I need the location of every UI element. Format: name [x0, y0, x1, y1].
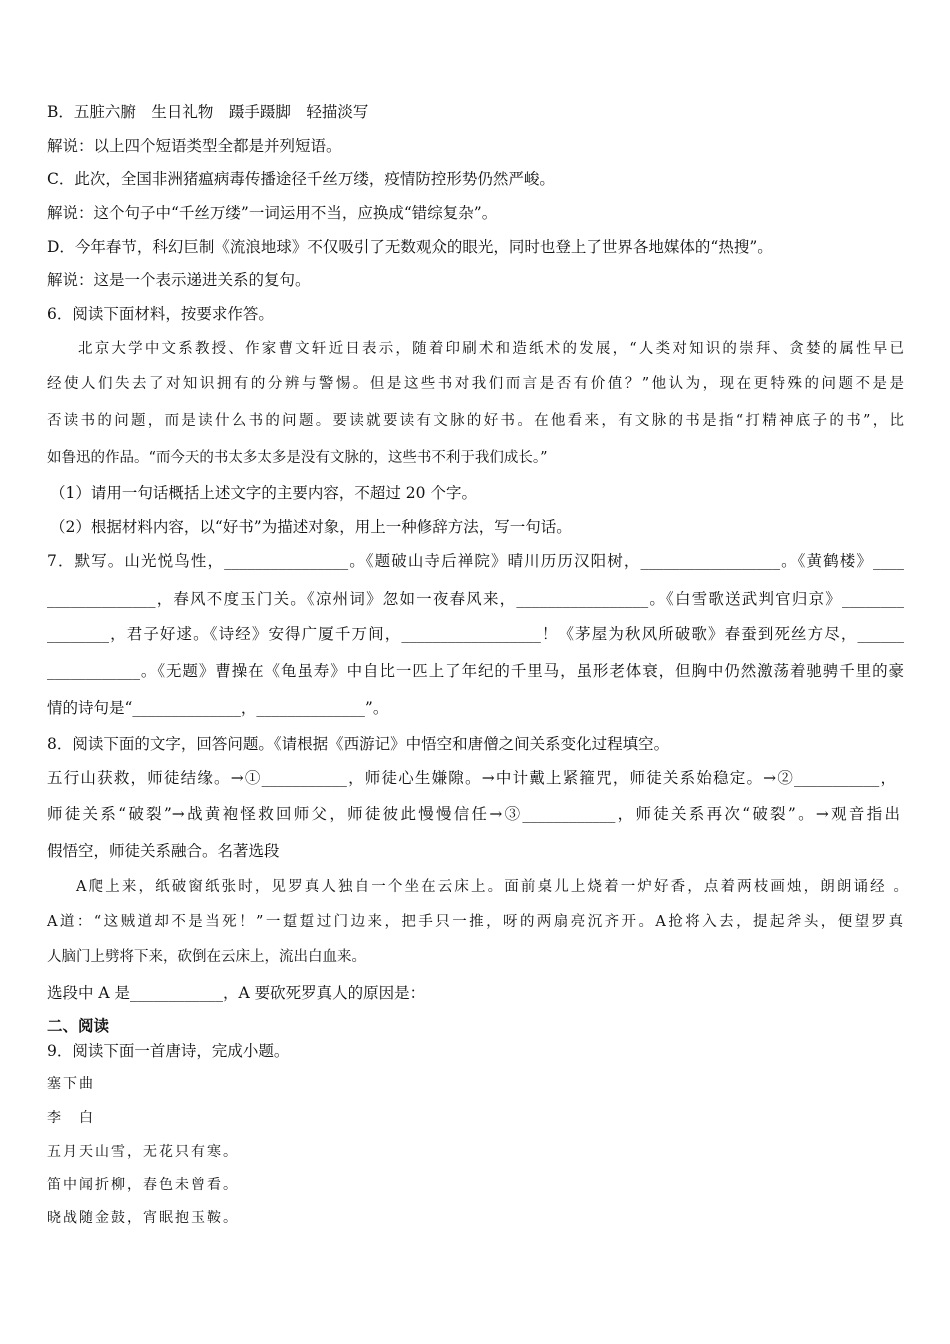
option-b-explanation: 解说：以上四个短语类型全都是并列短语。: [47, 137, 342, 155]
question-6-heading: 6．阅读下面材料，按要求作答。: [47, 305, 274, 323]
material-paragraph-line: 如鲁迅的作品。“而今天的书太多太多是没有文脉的，这些书不利于我们成长。”: [47, 450, 548, 466]
option-c-text: C．此次，全国非洲猪瘟病毒传播途径千丝万缕，疫情防控形势仍然严峻。: [47, 170, 555, 188]
option-b-text: B．五脏六腑 生日礼物 蹑手蹑脚 轻描淡写: [47, 103, 369, 121]
question-7-line: ______________，春风不度玉门关。《凉州词》忽如一夜春风来，_________________。《白雪歌送武判官归京》________: [47, 590, 904, 608]
question-8-heading: 8．阅读下面的文字，回答问题。《请根据《西游记》中悟空和唐僧之间关系变化过程填空。: [47, 735, 670, 753]
excerpt-paragraph-line: A道：“这贼道却不是当死！”一踅踅过门边来，把手只一推，呀的两扇亮沉齐开。A抢将入去，提起斧头，便望罗真: [47, 914, 903, 930]
question-8-line: 五行山获救，师徒结缘。→①___________，师徒心生嫌隙。→中计戴上紧箍咒，师徒关系始稳定。→②___________，: [47, 769, 896, 787]
option-d-explanation: 解说：这是一个表示递进关系的复句。: [47, 271, 311, 289]
excerpt-paragraph-line: A爬上来，纸破窗纸张时，见罗真人独自一个坐在云床上。面前桌儿上烧着一炉好香，点着两枝画烛，朗朗诵经 。: [76, 879, 908, 895]
question-7-line: ________，君子好逑。《诗经》安得广厦千万间，__________________！《茅屋为秋风所破歌》春蚕到死丝方尽，______: [47, 625, 904, 643]
question-7-line: 情的诗句是“______________，______________”。: [47, 699, 389, 717]
poem-line: 笛中闻折柳，春色未曾看。: [47, 1177, 239, 1193]
section-heading-reading: 二、阅读: [47, 1016, 110, 1035]
question-8-line: 假悟空，师徒关系融合。名著选段: [47, 842, 280, 860]
material-paragraph-line: 否读书的问题，而是读什么书的问题。要读就要读有文脉的好书。在他看来，有文脉的书是指“打精神底子的书”，比: [47, 413, 904, 429]
poem-title: 塞下曲: [47, 1076, 95, 1092]
question-6-sub-1: （1）请用一句话概括上述文字的主要内容，不超过 20 个字。: [50, 484, 477, 502]
excerpt-paragraph-line: 人脑门上劈将下来，砍倒在云床上，流出白血来。: [47, 949, 366, 965]
poem-author: 李 白: [47, 1110, 95, 1126]
material-paragraph-line: 经使人们失去了对知识拥有的分辨与警惕。但是这些书对我们而言是否有价值？”他认为，现在更特殊的问题不是是: [47, 376, 904, 392]
question-7-line: 7．默写。山光悦鸟性，________________。《题破山寺后禅院》晴川历历汉阳树，__________________。《黄鹤楼》____: [47, 552, 904, 570]
option-c-explanation: 解说：这个句子中“千丝万缕”一词运用不当，应换成“错综复杂”。: [47, 204, 498, 222]
material-paragraph-line: 北京大学中文系教授、作家曹文轩近日表示，随着印刷术和造纸术的发展，“人类对知识的崇拜、贪婪的属性早已: [78, 341, 904, 357]
option-d-text: D．今年春节，科幻巨制《流浪地球》不仅吸引了无数观众的眼光，同时也登上了世界各地媒体的“热搜”。: [47, 238, 773, 256]
question-9-heading: 9．阅读下面一首唐诗，完成小题。: [47, 1042, 290, 1060]
poem-line: 五月天山雪，无花只有寒。: [47, 1144, 239, 1160]
question-8-line: 师徒关系“破裂”→战黄袍怪救回师父，师徒彼此慢慢信任→③____________，师徒关系再次“破裂”。→观音指出: [47, 805, 900, 823]
question-8-fill-line: 选段中 A 是____________，A 要砍死罗真人的原因是：: [47, 984, 426, 1002]
question-7-line: ____________。《无题》曹操在《龟虽寿》中自比一匹上了年纪的千里马，虽形老体衰，但胸中仍然激荡着驰骋千里的豪: [47, 662, 904, 680]
poem-line: 晓战随金鼓，宵眠抱玉鞍。: [47, 1210, 239, 1226]
question-6-sub-2: （2）根据材料内容，以“好书”为描述对象，用上一种修辞方法，写一句话。: [50, 518, 572, 536]
